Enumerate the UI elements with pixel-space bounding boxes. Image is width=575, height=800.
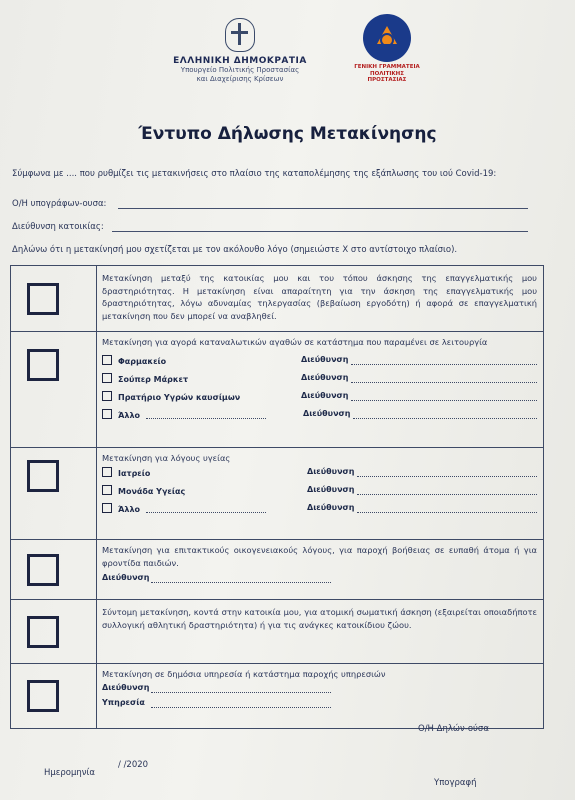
checkbox-other-goods[interactable] <box>102 409 112 419</box>
addr-field-supermarket[interactable] <box>351 382 537 383</box>
addr-label-supermarket: Διεύθυνση <box>301 373 349 382</box>
option-other-goods[interactable]: Άλλο <box>102 409 140 420</box>
addr-field-health-unit[interactable] <box>357 494 537 495</box>
checkbox-supermarket[interactable] <box>102 373 112 383</box>
addr-label-clinic: Διεύθυνση <box>307 467 355 476</box>
checkbox-goods[interactable] <box>27 349 59 381</box>
reason-row-service <box>11 664 543 728</box>
signature-label: Υπογραφή <box>434 778 477 788</box>
addr-label-other-goods: Διεύθυνση <box>303 409 351 418</box>
declarant-label: Ο/Η Δηλών-ούσα <box>418 724 489 734</box>
address-field[interactable] <box>112 231 528 232</box>
date-label: Ημερομηνία <box>44 768 96 778</box>
checkbox-pharmacy[interactable] <box>102 355 112 365</box>
reason-row-exercise <box>11 600 543 664</box>
reason-work-text: Μετακίνηση μεταξύ της κατοικίας μου και του τόπου άσκησης της επαγγελματικής μου δραστηριότητας. Η μετακίνηση είναι απαραίτητη για την άσκηση της επαγγελματικής μου δραστηριότητας, λόγω αδυναμίας τηλεργασίας (βεβαίωση εργοδότη) ή αφορά σε επαγγελματική μετακίνηση που δεν μπορεί να αναβληθεί. <box>102 273 537 321</box>
addr-label-other-health: Διεύθυνση <box>307 503 355 512</box>
form-title: Έντυπο Δήλωσης Μετακίνησης <box>138 124 437 144</box>
ministry-line-1: Υπουργείο Πολιτικής Προστασίας <box>180 66 300 74</box>
republic-title: ΕΛΛΗΝΙΚΗ ΔΗΜΟΚΡΑΤΙΑ <box>173 56 307 66</box>
signer-label: Ο/Η υπογράφων-ουσα: <box>12 199 107 209</box>
addr-field-other-goods[interactable] <box>353 418 537 419</box>
reason-row-family <box>11 540 543 600</box>
addr-field-service[interactable] <box>151 692 331 693</box>
reason-service-text: Μετακίνηση σε δημόσια υπηρεσία ή κατάστημα παροχής υπηρεσιών <box>102 669 386 679</box>
checkbox-other-health[interactable] <box>102 503 112 513</box>
checkbox-service[interactable] <box>27 680 59 712</box>
ministry-line-2: και Διαχείρισης Κρίσεων <box>196 75 284 83</box>
other-health-field[interactable] <box>146 512 266 513</box>
addr-label-family: Διεύθυνση <box>102 573 150 582</box>
option-pharmacy[interactable]: Φαρμακείο <box>102 355 166 366</box>
option-fuel[interactable]: Πρατήριο Υγρών καυσίμων <box>102 391 240 402</box>
addr-field-fuel[interactable] <box>351 400 537 401</box>
checkbox-work[interactable] <box>27 283 59 315</box>
addr-field-clinic[interactable] <box>357 476 537 477</box>
checkbox-exercise[interactable] <box>27 616 59 648</box>
date-value[interactable]: / /2020 <box>118 760 149 770</box>
addr-label-service: Διεύθυνση <box>102 683 150 692</box>
gen-sec-line-1: ΓΕΝΙΚΗ ΓΡΑΜΜΑΤΕΙΑ <box>354 64 420 70</box>
checkbox-fuel[interactable] <box>102 391 112 401</box>
addr-field-other-health[interactable] <box>357 512 537 513</box>
checkbox-clinic[interactable] <box>102 467 112 477</box>
other-goods-field[interactable] <box>146 418 266 419</box>
addr-field-pharmacy[interactable] <box>351 364 537 365</box>
reason-family-text: Μετακίνηση για επιτακτικούς οικογενειακούς λόγους, για παροχή βοήθειας σε ευπαθή άτομα ή για φροντίδα παιδιών. <box>102 545 537 568</box>
address-label: Διεύθυνση κατοικίας: <box>12 222 104 232</box>
gen-sec-line-2: ΠΟΛΙΤΙΚΗΣ ΠΡΟΣΤΑΣΙΑΣ <box>367 70 407 83</box>
addr-label-pharmacy: Διεύθυνση <box>301 355 349 364</box>
reason-row-health <box>11 448 543 540</box>
header-civil-protection <box>352 14 422 84</box>
reason-row-goods <box>11 332 543 448</box>
declare-text: Δηλώνω ότι η μετακίνησή μου σχετίζεται με τον ακόλουθο λόγο (σημειώστε Χ στο αντίστοιχο πλαίσιο). <box>12 245 458 255</box>
addr-field-family[interactable] <box>151 582 331 583</box>
addr-label-fuel: Διεύθυνση <box>301 391 349 400</box>
reasons-table <box>10 265 544 729</box>
service-label: Υπηρεσία <box>102 698 145 707</box>
reason-exercise-text: Σύντομη μετακίνηση, κοντά στην κατοικία μου, για ατομική σωματική άσκηση (εξαιρείται οποιαδήποτε συλλογική αθλητική δραστηριότητα) ή για τις ανάγκες κατοικίδιου ζώου. <box>102 607 537 630</box>
signer-field[interactable] <box>118 208 528 209</box>
addr-label-health-unit: Διεύθυνση <box>307 485 355 494</box>
service-field[interactable] <box>151 707 331 708</box>
intro-text: Σύμφωνα με .... που ρυθμίζει τις μετακινήσεις στο πλαίσιο της καταπολέμησης της εξάπλωσης του ιού Covid-19: <box>12 169 497 179</box>
option-health-unit[interactable]: Μονάδα Υγείας <box>102 485 185 496</box>
reason-goods-text: Μετακίνηση για αγορά καταναλωτικών αγαθών σε κατάστημα που παραμένει σε λειτουργία <box>102 337 488 347</box>
reason-health-text: Μετακίνηση για λόγους υγείας <box>102 453 231 463</box>
greek-emblem-icon <box>225 18 255 52</box>
reason-row-work <box>11 266 543 332</box>
option-supermarket[interactable]: Σούπερ Μάρκετ <box>102 373 188 384</box>
option-other-health[interactable]: Άλλο <box>102 503 140 514</box>
option-clinic[interactable]: Ιατρείο <box>102 467 150 478</box>
checkbox-health-unit[interactable] <box>102 485 112 495</box>
civil-protection-logo-icon <box>363 14 411 62</box>
checkbox-health[interactable] <box>27 460 59 492</box>
header-ministry <box>130 18 350 84</box>
checkbox-family[interactable] <box>27 554 59 586</box>
